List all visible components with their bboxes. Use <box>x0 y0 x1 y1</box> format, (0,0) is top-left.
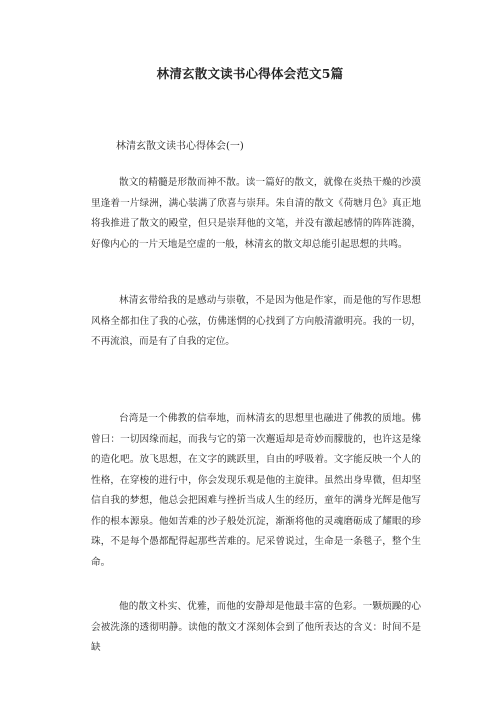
paragraph-4: 他的散文朴实、优雅，而他的安静却是他最丰富的色彩。一颗烦躁的心会被洗涤的透彻明静。读他的散文才深刻体会到了他所表达的含义：时间不是缺 <box>91 601 421 653</box>
paragraph-1: 散文的精髓是形散而神不散。读一篇好的散文，就像在炎热干燥的沙漠里逢着一片绿洲，满心装满了欣喜与崇拜。朱自清的散文《荷塘月色》真正地将我推进了散文的殿堂，但只是崇拜他的文笔，并没有激起感情的阵阵涟漪，好像内心的一片天地是空虚的一般，林清玄的散文却总能引起思想的共鸣。 <box>91 177 421 250</box>
paragraph-2: 林清玄带给我的是感动与崇敬，不是因为他是作家，而是他的写作思想风格全都扣住了我的心弦，仿佛迷惘的心找到了方向般清澈明亮。我的一切，不再流浪，而是有了自我的定位。 <box>91 295 421 347</box>
document-title: 林清玄散文读书心得体会范文5篇 <box>156 66 344 81</box>
paragraph-3: 台湾是一个佛教的信奉地，而林清玄的思想里也融进了佛教的质地。佛曾曰：一切因缘而起，而我与它的第一次邂逅却是奇妙而朦胧的，也许这是缘的造化吧。放飞思想，在文字的跳跃里，自由的呼吸着。文字能反映一个人的性格，在穿梭的进行中，你会发现乐观是他的主旋律。虽然出身卑微，但却坚信自我的梦想，他总会把困难与挫折当成人生的经历，童年的满身光辉是他写作的根本源泉。他如苦难的沙子般处沉淀，渐渐将他的灵魂磨砺成了耀眼的珍珠，不是每个愚都配得起那些苦难的。尼采曾说过，生命是一条毯子，整个生命。 <box>91 413 421 568</box>
section-title: 林清玄散文读书心得体会(一) <box>116 141 244 152</box>
